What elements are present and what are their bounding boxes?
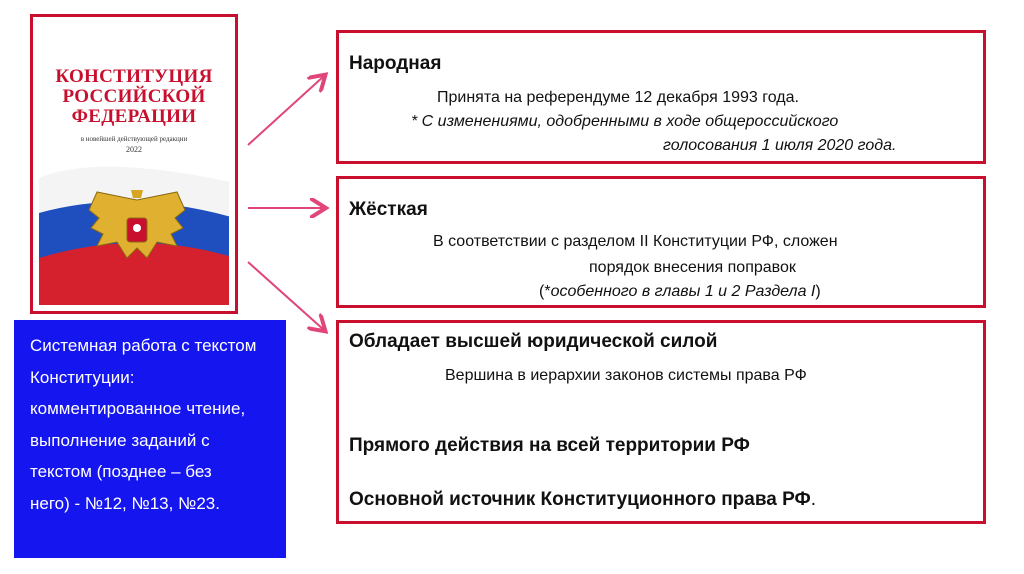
flag-and-emblem-icon	[39, 158, 229, 305]
card-popular-heading: Народная	[349, 53, 442, 74]
card-supreme-heading-3-end: .	[810, 489, 817, 510]
book-title-line-2: РОССИЙСКОЙ	[62, 86, 206, 107]
constitution-book-cover	[30, 14, 238, 314]
card-rigid-line-2: порядок внесения поправок	[589, 259, 796, 276]
book-title-line-1: КОНСТИТУЦИЯ	[55, 66, 213, 87]
side-box-line-5: текстом (позднее – без	[30, 462, 212, 481]
card-rigid-line-3-open: (*	[539, 283, 551, 300]
side-box-line-4: выполнение заданий с	[30, 430, 210, 450]
card-supreme-heading-3	[349, 489, 816, 511]
card-popular-line-1: Принята на референдуме 12 декабря 1993 года.	[437, 89, 799, 106]
side-box-line-1: Системная работа с текстом	[30, 336, 257, 355]
side-box-line-6: него) - №12, №13, №23.	[30, 493, 220, 513]
card-rigid-line-3	[539, 283, 821, 301]
card-rigid-heading: Жёсткая	[349, 199, 428, 220]
card-popular-line-3: голосования 1 июля 2020 года.	[663, 137, 897, 154]
card-rigid-line-3-italic: особенного в главы 1 и 2 Раздела I	[550, 283, 816, 300]
book-title-line-3: ФЕДЕРАЦИИ	[71, 106, 197, 127]
systematic-work-box	[14, 320, 286, 558]
card-popular-line-2: * С изменениями, одобренными в ходе общероссийского	[411, 113, 839, 130]
book-year: 2022	[126, 145, 142, 154]
book-subtitle: в новейшей действующей редакции	[80, 135, 188, 143]
book-cover-inner	[39, 23, 229, 305]
card-rigid-line-3-close: )	[815, 283, 821, 300]
card-supreme-heading-1: Обладает высшей юридической силой	[349, 331, 718, 352]
card-supreme-line-1: Вершина в иерархии законов системы права РФ	[445, 367, 807, 384]
card-rigid-line-1: В соответствии с разделом II Конституции РФ, сложен	[433, 233, 838, 250]
card-supreme-heading-2: Прямого действия на всей территории РФ	[349, 435, 750, 456]
card-supreme-heading-3-text: Основной источник Конституционного права РФ	[349, 489, 811, 510]
card-supreme-force	[336, 320, 986, 524]
book-title	[39, 67, 229, 127]
arrow-to-card-1	[248, 76, 324, 145]
side-box-line-3: комментированное чтение,	[30, 399, 246, 418]
card-popular	[336, 30, 986, 164]
side-box-line-2: Конституции:	[30, 367, 135, 387]
connector-arrows	[236, 60, 336, 340]
card-rigid	[336, 176, 986, 308]
